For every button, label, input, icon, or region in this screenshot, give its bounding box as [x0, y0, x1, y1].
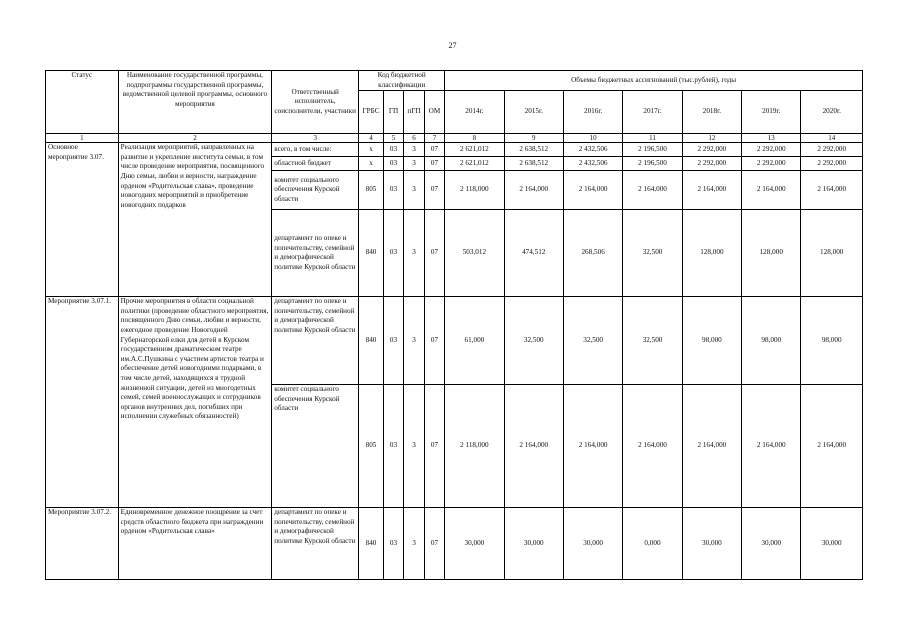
- value-cell: 2 164,000: [504, 385, 563, 508]
- page-number: 27: [448, 41, 457, 50]
- executor-cell: департамент по опеке и попечительству, семейной и демографической политике Курской области: [272, 210, 359, 297]
- header-grbs: ГРБС: [359, 91, 384, 134]
- name-cell: Прочие мероприятия в области социальной политики (проведение областного мероприятия, посвященного Дню семьи, любви и верности, ежегодное проведение Новогодней Губернаторской елки для детей в Курском государственном драматическом театре им.А.С.Пушкина с участием артистов театра и обеспечение детей новогодними подарками, в том числе детей, находящихся в трудной жизненной ситуации, детей из многодетных семей, семей военнослужащих и сотрудников органов внутренних дел, погибших при исполнении служебных обязанностей): [118, 297, 272, 508]
- name-cell: Реализация мероприятий, направленных на развитие и укрепление института семьи, в том числе проведение мероприятия, посвященного Дню семьи, любви и верности, награждение орденом «Родительская слава», проведение новогодних мероприятий и приобретение новогодних подарков: [118, 143, 272, 297]
- gp-cell: 03: [383, 143, 403, 157]
- value-cell: 2 164,000: [623, 385, 682, 508]
- header-status: Статус: [46, 71, 119, 134]
- pgp-cell: 3: [404, 157, 424, 171]
- value-cell: 2 196,500: [623, 143, 682, 157]
- column-number: 9: [504, 134, 563, 143]
- grbs-cell: 805: [359, 171, 384, 210]
- om-cell: 07: [424, 297, 444, 385]
- value-cell: 30,000: [682, 508, 741, 580]
- value-cell: 30,000: [563, 508, 622, 580]
- value-cell: 98,000: [742, 297, 801, 385]
- header-year: 2015г.: [504, 91, 563, 134]
- pgp-cell: 3: [404, 297, 424, 385]
- value-cell: 32,500: [623, 297, 682, 385]
- om-cell: 07: [424, 171, 444, 210]
- column-number: 7: [424, 134, 444, 143]
- grbs-cell: 840: [359, 210, 384, 297]
- column-number: 11: [623, 134, 682, 143]
- value-cell: 2 164,000: [742, 171, 801, 210]
- column-number: 12: [682, 134, 741, 143]
- value-cell: 2 164,000: [742, 385, 801, 508]
- column-number: 14: [801, 134, 863, 143]
- value-cell: 98,000: [801, 297, 863, 385]
- value-cell: 2 164,000: [682, 385, 741, 508]
- value-cell: 2 638,512: [504, 157, 563, 171]
- header-year: 2016г.: [563, 91, 622, 134]
- column-number: 2: [118, 134, 272, 143]
- header-volumes: Объемы бюджетных ассигнований (тыс.рублей), годы: [445, 71, 863, 91]
- column-number: 4: [359, 134, 384, 143]
- pgp-cell: 3: [404, 508, 424, 580]
- gp-cell: 03: [383, 508, 403, 580]
- column-number: 6: [404, 134, 424, 143]
- value-cell: 30,000: [504, 508, 563, 580]
- gp-cell: 03: [383, 171, 403, 210]
- value-cell: 128,000: [682, 210, 741, 297]
- grbs-cell: 805: [359, 385, 384, 508]
- column-number: 3: [272, 134, 359, 143]
- value-cell: 128,000: [742, 210, 801, 297]
- gp-cell: 03: [383, 210, 403, 297]
- header-year: 2017г.: [623, 91, 682, 134]
- status-cell: Мероприятие 3.07.1.: [46, 297, 119, 508]
- value-cell: 2 196,500: [623, 157, 682, 171]
- value-cell: 2 621,012: [445, 143, 504, 157]
- executor-cell: департамент по опеке и попечительству, семейной и демографической политике Курской области: [272, 297, 359, 385]
- pgp-cell: 3: [404, 143, 424, 157]
- value-cell: 2 292,000: [801, 143, 863, 157]
- header-om: ОМ: [424, 91, 444, 134]
- value-cell: 61,000: [445, 297, 504, 385]
- value-cell: 2 292,000: [801, 157, 863, 171]
- value-cell: 2 292,000: [742, 143, 801, 157]
- value-cell: 2 118,000: [445, 171, 504, 210]
- gp-cell: 03: [383, 297, 403, 385]
- pgp-cell: 3: [404, 210, 424, 297]
- om-cell: 07: [424, 210, 444, 297]
- om-cell: 07: [424, 385, 444, 508]
- executor-cell: комитет социального обеспечения Курской области: [272, 385, 359, 508]
- value-cell: 30,000: [742, 508, 801, 580]
- executor-cell: всего, в том числе:: [272, 143, 359, 157]
- header-budget-code: Код бюджетной классификации: [359, 71, 445, 91]
- value-cell: 2 621,012: [445, 157, 504, 171]
- executor-cell: департамент по опеке и попечительству, семейной и демографической политике Курской области: [272, 508, 359, 580]
- value-cell: 2 432,506: [563, 157, 622, 171]
- value-cell: 2 292,000: [742, 157, 801, 171]
- value-cell: 2 164,000: [682, 171, 741, 210]
- column-number: 5: [383, 134, 403, 143]
- header-executor: Ответственный исполнитель, соисполнители, участники: [272, 71, 359, 134]
- value-cell: 32,500: [623, 210, 682, 297]
- value-cell: 30,000: [445, 508, 504, 580]
- status-cell: Основное мероприятие 3.07.: [46, 143, 119, 297]
- gp-cell: 03: [383, 385, 403, 508]
- header-year: 2014г.: [445, 91, 504, 134]
- budget-table: [45, 70, 863, 580]
- value-cell: 268,506: [563, 210, 622, 297]
- grbs-cell: х: [359, 157, 384, 171]
- grbs-cell: 840: [359, 508, 384, 580]
- column-number: 1: [46, 134, 119, 143]
- grbs-cell: 840: [359, 297, 384, 385]
- executor-cell: комитет социального обеспечения Курской области: [272, 171, 359, 210]
- pgp-cell: 3: [404, 171, 424, 210]
- column-number: 8: [445, 134, 504, 143]
- header-name: Наименование государственной программы, подпрограммы государственной программы, ведомственной целевой программы, основного мероприятия: [118, 71, 272, 134]
- column-number: 10: [563, 134, 622, 143]
- header-year: 2019г.: [742, 91, 801, 134]
- value-cell: 2 292,000: [682, 157, 741, 171]
- value-cell: 2 164,000: [801, 171, 863, 210]
- pgp-cell: 3: [404, 385, 424, 508]
- value-cell: 98,000: [682, 297, 741, 385]
- value-cell: 2 164,000: [563, 385, 622, 508]
- header-gp: ГП: [383, 91, 403, 134]
- value-cell: 0,000: [623, 508, 682, 580]
- value-cell: 2 432,506: [563, 143, 622, 157]
- value-cell: 2 638,512: [504, 143, 563, 157]
- header-year: 2018г.: [682, 91, 741, 134]
- value-cell: 503,012: [445, 210, 504, 297]
- value-cell: 128,000: [801, 210, 863, 297]
- value-cell: 2 118,000: [445, 385, 504, 508]
- header-year: 2020г.: [801, 91, 863, 134]
- value-cell: 474,512: [504, 210, 563, 297]
- header-pgp: пГП: [404, 91, 424, 134]
- status-cell: Мероприятие 3.07.2.: [46, 508, 119, 580]
- value-cell: 2 164,000: [801, 385, 863, 508]
- value-cell: 2 164,000: [563, 171, 622, 210]
- om-cell: 07: [424, 508, 444, 580]
- value-cell: 2 164,000: [504, 171, 563, 210]
- column-number: 13: [742, 134, 801, 143]
- value-cell: 2 292,000: [682, 143, 741, 157]
- value-cell: 32,500: [504, 297, 563, 385]
- name-cell: Единовременное денежное поощрение за счет средств областного бюджета при награждении орденом «Родительская слава»: [118, 508, 272, 580]
- value-cell: 30,000: [801, 508, 863, 580]
- executor-cell: областной бюджет: [272, 157, 359, 171]
- om-cell: 07: [424, 157, 444, 171]
- grbs-cell: х: [359, 143, 384, 157]
- gp-cell: 03: [383, 157, 403, 171]
- om-cell: 07: [424, 143, 444, 157]
- value-cell: 32,500: [563, 297, 622, 385]
- value-cell: 2 164,000: [623, 171, 682, 210]
